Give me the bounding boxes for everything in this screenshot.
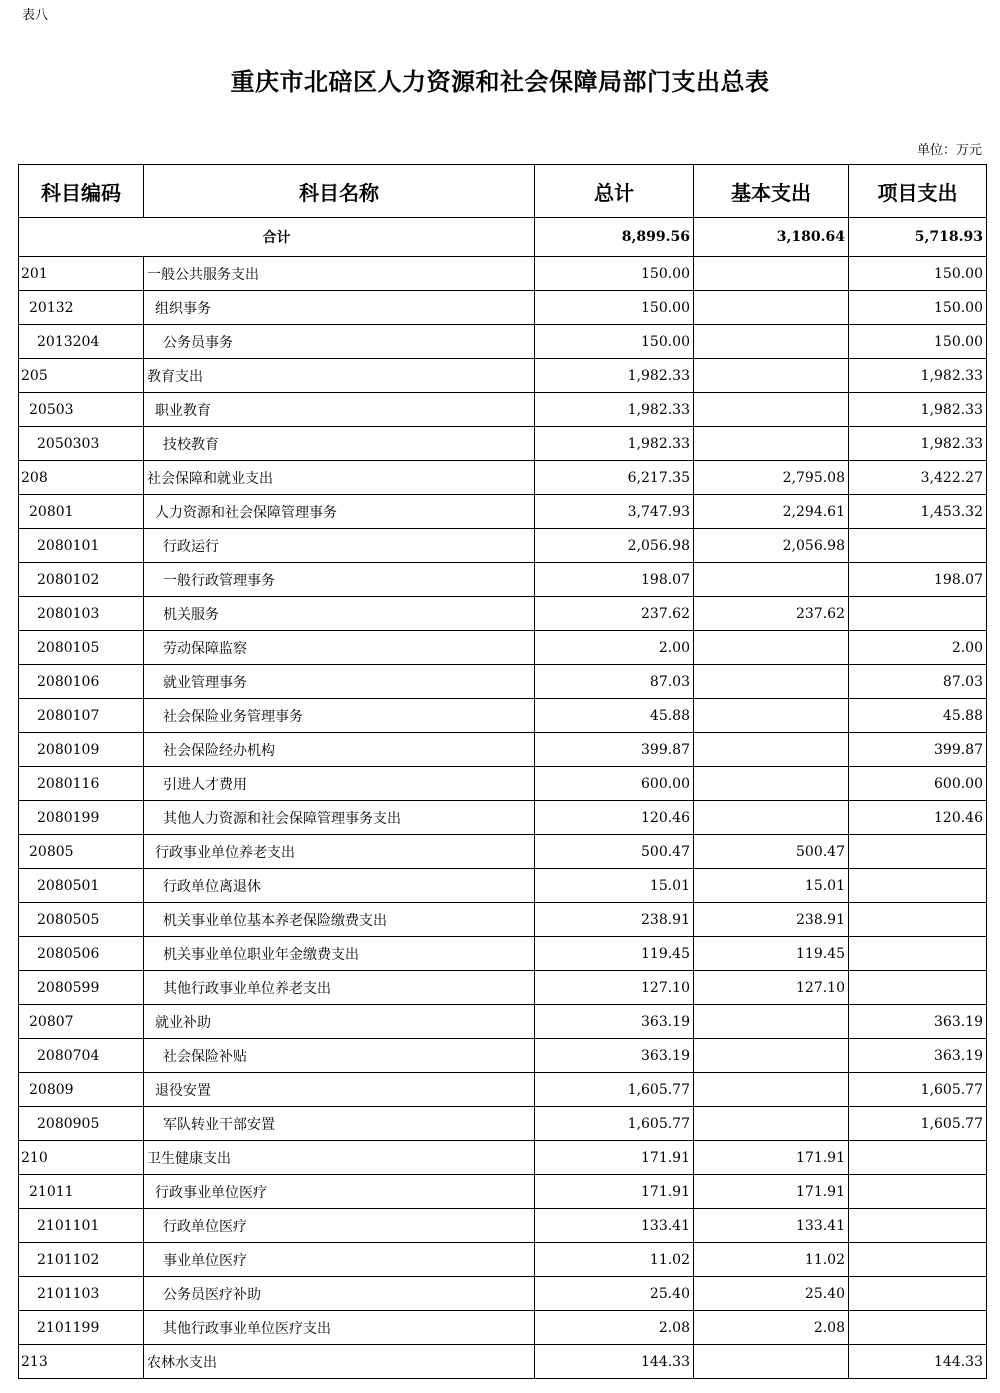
row-project: 45.88 [849,699,987,733]
table-row [19,529,987,563]
row-basic: 119.45 [694,937,849,971]
table-row [19,563,987,597]
row-name: 劳动保障监察 [144,631,535,665]
table-row [19,1345,987,1379]
row-code: 2080102 [19,563,144,597]
row-total: 25.40 [535,1277,694,1311]
row-code: 2080109 [19,733,144,767]
row-project [849,529,987,563]
row-basic: 127.10 [694,971,849,1005]
row-name: 行政事业单位养老支出 [144,835,535,869]
row-basic [694,1039,849,1073]
row-name: 社会保险业务管理事务 [144,699,535,733]
row-name: 公务员医疗补助 [144,1277,535,1311]
row-name: 一般公共服务支出 [144,257,535,291]
row-code: 2080101 [19,529,144,563]
row-basic [694,1005,849,1039]
row-code: 2080103 [19,597,144,631]
header-code: 科目编码 [19,165,144,218]
row-project: 1,605.77 [849,1107,987,1141]
row-total: 150.00 [535,291,694,325]
summary-project: 5,718.93 [849,218,987,257]
row-total: 2.08 [535,1311,694,1345]
table-row [19,767,987,801]
table-row [19,937,987,971]
row-project: 150.00 [849,257,987,291]
row-project [849,1141,987,1175]
row-name: 引进人才费用 [144,767,535,801]
row-code: 20805 [19,835,144,869]
row-total: 6,217.35 [535,461,694,495]
table-row [19,359,987,393]
header-total: 总计 [535,165,694,218]
row-code: 210 [19,1141,144,1175]
row-total: 600.00 [535,767,694,801]
row-name: 组织事务 [144,291,535,325]
row-project: 87.03 [849,665,987,699]
row-basic: 238.91 [694,903,849,937]
row-code: 2080106 [19,665,144,699]
row-code: 201 [19,257,144,291]
row-project [849,597,987,631]
row-basic [694,631,849,665]
expenditure-table [18,164,987,1379]
table-row [19,1141,987,1175]
row-name: 技校教育 [144,427,535,461]
table-row [19,461,987,495]
table-row [19,631,987,665]
row-code: 2080506 [19,937,144,971]
header-basic: 基本支出 [694,165,849,218]
row-basic: 11.02 [694,1243,849,1277]
row-name: 行政单位离退休 [144,869,535,903]
row-code: 2101199 [19,1311,144,1345]
row-name: 社会保险补贴 [144,1039,535,1073]
row-project: 150.00 [849,325,987,359]
table-row [19,427,987,461]
row-total: 3,747.93 [535,495,694,529]
row-project [849,1209,987,1243]
table-row [19,1005,987,1039]
row-project [849,937,987,971]
row-name: 机关事业单位基本养老保险缴费支出 [144,903,535,937]
row-project: 363.19 [849,1005,987,1039]
table-row [19,597,987,631]
row-total: 238.91 [535,903,694,937]
row-project [849,971,987,1005]
row-total: 198.07 [535,563,694,597]
row-name: 人力资源和社会保障管理事务 [144,495,535,529]
row-project: 1,982.33 [849,393,987,427]
row-name: 事业单位医疗 [144,1243,535,1277]
row-total: 11.02 [535,1243,694,1277]
row-basic [694,699,849,733]
table-row [19,1107,987,1141]
table-row [19,869,987,903]
row-total: 2.00 [535,631,694,665]
row-total: 133.41 [535,1209,694,1243]
row-total: 1,605.77 [535,1107,694,1141]
row-name: 退役安置 [144,1073,535,1107]
row-basic [694,665,849,699]
table-row [19,733,987,767]
row-name: 行政事业单位医疗 [144,1175,535,1209]
table-row [19,1039,987,1073]
row-total: 171.91 [535,1141,694,1175]
row-code: 2013204 [19,325,144,359]
row-code: 205 [19,359,144,393]
row-name: 行政运行 [144,529,535,563]
row-basic: 2,795.08 [694,461,849,495]
table-row [19,1073,987,1107]
row-name: 农林水支出 [144,1345,535,1379]
row-total: 15.01 [535,869,694,903]
summary-row [19,218,987,257]
row-name: 军队转业干部安置 [144,1107,535,1141]
table-row [19,971,987,1005]
row-basic [694,325,849,359]
row-code: 2080505 [19,903,144,937]
table-row [19,291,987,325]
row-total: 237.62 [535,597,694,631]
row-total: 399.87 [535,733,694,767]
row-name: 一般行政管理事务 [144,563,535,597]
row-project: 198.07 [849,563,987,597]
row-name: 机关事业单位职业年金缴费支出 [144,937,535,971]
summary-label: 合计 [19,218,535,257]
row-name: 其他人力资源和社会保障管理事务支出 [144,801,535,835]
table-row [19,1209,987,1243]
row-basic: 2,056.98 [694,529,849,563]
table-row [19,1175,987,1209]
row-project: 150.00 [849,291,987,325]
row-code: 20807 [19,1005,144,1039]
row-name: 职业教育 [144,393,535,427]
row-code: 2080704 [19,1039,144,1073]
header-name: 科目名称 [144,165,535,218]
table-row [19,393,987,427]
row-basic [694,1073,849,1107]
row-total: 1,982.33 [535,393,694,427]
row-name: 就业补助 [144,1005,535,1039]
row-project [849,1277,987,1311]
header-project: 项目支出 [849,165,987,218]
row-basic [694,359,849,393]
row-project: 3,422.27 [849,461,987,495]
row-project [849,835,987,869]
row-total: 1,982.33 [535,427,694,461]
row-code: 2101103 [19,1277,144,1311]
row-code: 2080905 [19,1107,144,1141]
row-total: 1,982.33 [535,359,694,393]
row-total: 144.33 [535,1345,694,1379]
row-code: 2101102 [19,1243,144,1277]
row-project [849,1311,987,1345]
row-name: 就业管理事务 [144,665,535,699]
row-name: 机关服务 [144,597,535,631]
row-code: 213 [19,1345,144,1379]
table-row [19,699,987,733]
row-basic [694,563,849,597]
row-project [849,903,987,937]
row-project: 144.33 [849,1345,987,1379]
row-project: 399.87 [849,733,987,767]
row-code: 2080105 [19,631,144,665]
row-code: 20801 [19,495,144,529]
row-total: 87.03 [535,665,694,699]
row-name: 社会保障和就业支出 [144,461,535,495]
table-row [19,665,987,699]
row-total: 127.10 [535,971,694,1005]
row-name: 其他行政事业单位医疗支出 [144,1311,535,1345]
row-project: 120.46 [849,801,987,835]
row-code: 2080501 [19,869,144,903]
row-project [849,1175,987,1209]
row-total: 363.19 [535,1039,694,1073]
row-total: 363.19 [535,1005,694,1039]
row-project: 1,982.33 [849,359,987,393]
row-code: 208 [19,461,144,495]
row-basic: 237.62 [694,597,849,631]
unit-label: 单位：万元 [916,143,982,158]
table-row [19,801,987,835]
row-project: 1,982.33 [849,427,987,461]
page-title: 重庆市北碚区人力资源和社会保障局部门支出总表 [230,68,770,96]
row-code: 21011 [19,1175,144,1209]
row-total: 45.88 [535,699,694,733]
row-basic: 2.08 [694,1311,849,1345]
row-code: 2080107 [19,699,144,733]
row-total: 2,056.98 [535,529,694,563]
row-basic: 25.40 [694,1277,849,1311]
row-name: 社会保险经办机构 [144,733,535,767]
row-basic [694,393,849,427]
table-row [19,1311,987,1345]
row-code: 20809 [19,1073,144,1107]
row-total: 500.47 [535,835,694,869]
row-total: 171.91 [535,1175,694,1209]
row-basic: 171.91 [694,1175,849,1209]
row-project: 1,605.77 [849,1073,987,1107]
table-row [19,835,987,869]
row-basic: 171.91 [694,1141,849,1175]
row-code: 20503 [19,393,144,427]
row-basic [694,291,849,325]
table-row [19,325,987,359]
row-project [849,869,987,903]
header-row [19,165,987,218]
row-basic [694,801,849,835]
row-total: 1,605.77 [535,1073,694,1107]
row-basic [694,427,849,461]
row-name: 教育支出 [144,359,535,393]
row-name: 行政单位医疗 [144,1209,535,1243]
row-basic: 133.41 [694,1209,849,1243]
row-basic [694,733,849,767]
row-basic [694,767,849,801]
row-basic: 15.01 [694,869,849,903]
row-name: 其他行政事业单位养老支出 [144,971,535,1005]
row-basic: 2,294.61 [694,495,849,529]
table-row [19,903,987,937]
table-number-label: 表八 [22,8,49,23]
table-row [19,495,987,529]
row-code: 2080199 [19,801,144,835]
table-row [19,257,987,291]
row-basic [694,1345,849,1379]
table-row [19,1243,987,1277]
row-code: 2101101 [19,1209,144,1243]
row-code: 2080599 [19,971,144,1005]
row-basic: 500.47 [694,835,849,869]
row-project: 363.19 [849,1039,987,1073]
table-row [19,1277,987,1311]
summary-total: 8,899.56 [535,218,694,257]
row-name: 公务员事务 [144,325,535,359]
row-project: 2.00 [849,631,987,665]
row-project: 600.00 [849,767,987,801]
row-total: 150.00 [535,257,694,291]
row-total: 119.45 [535,937,694,971]
row-total: 120.46 [535,801,694,835]
row-project [849,1243,987,1277]
row-code: 20132 [19,291,144,325]
row-project: 1,453.32 [849,495,987,529]
summary-basic: 3,180.64 [694,218,849,257]
row-total: 150.00 [535,325,694,359]
row-basic [694,1107,849,1141]
row-code: 2050303 [19,427,144,461]
row-code: 2080116 [19,767,144,801]
row-basic [694,257,849,291]
row-name: 卫生健康支出 [144,1141,535,1175]
